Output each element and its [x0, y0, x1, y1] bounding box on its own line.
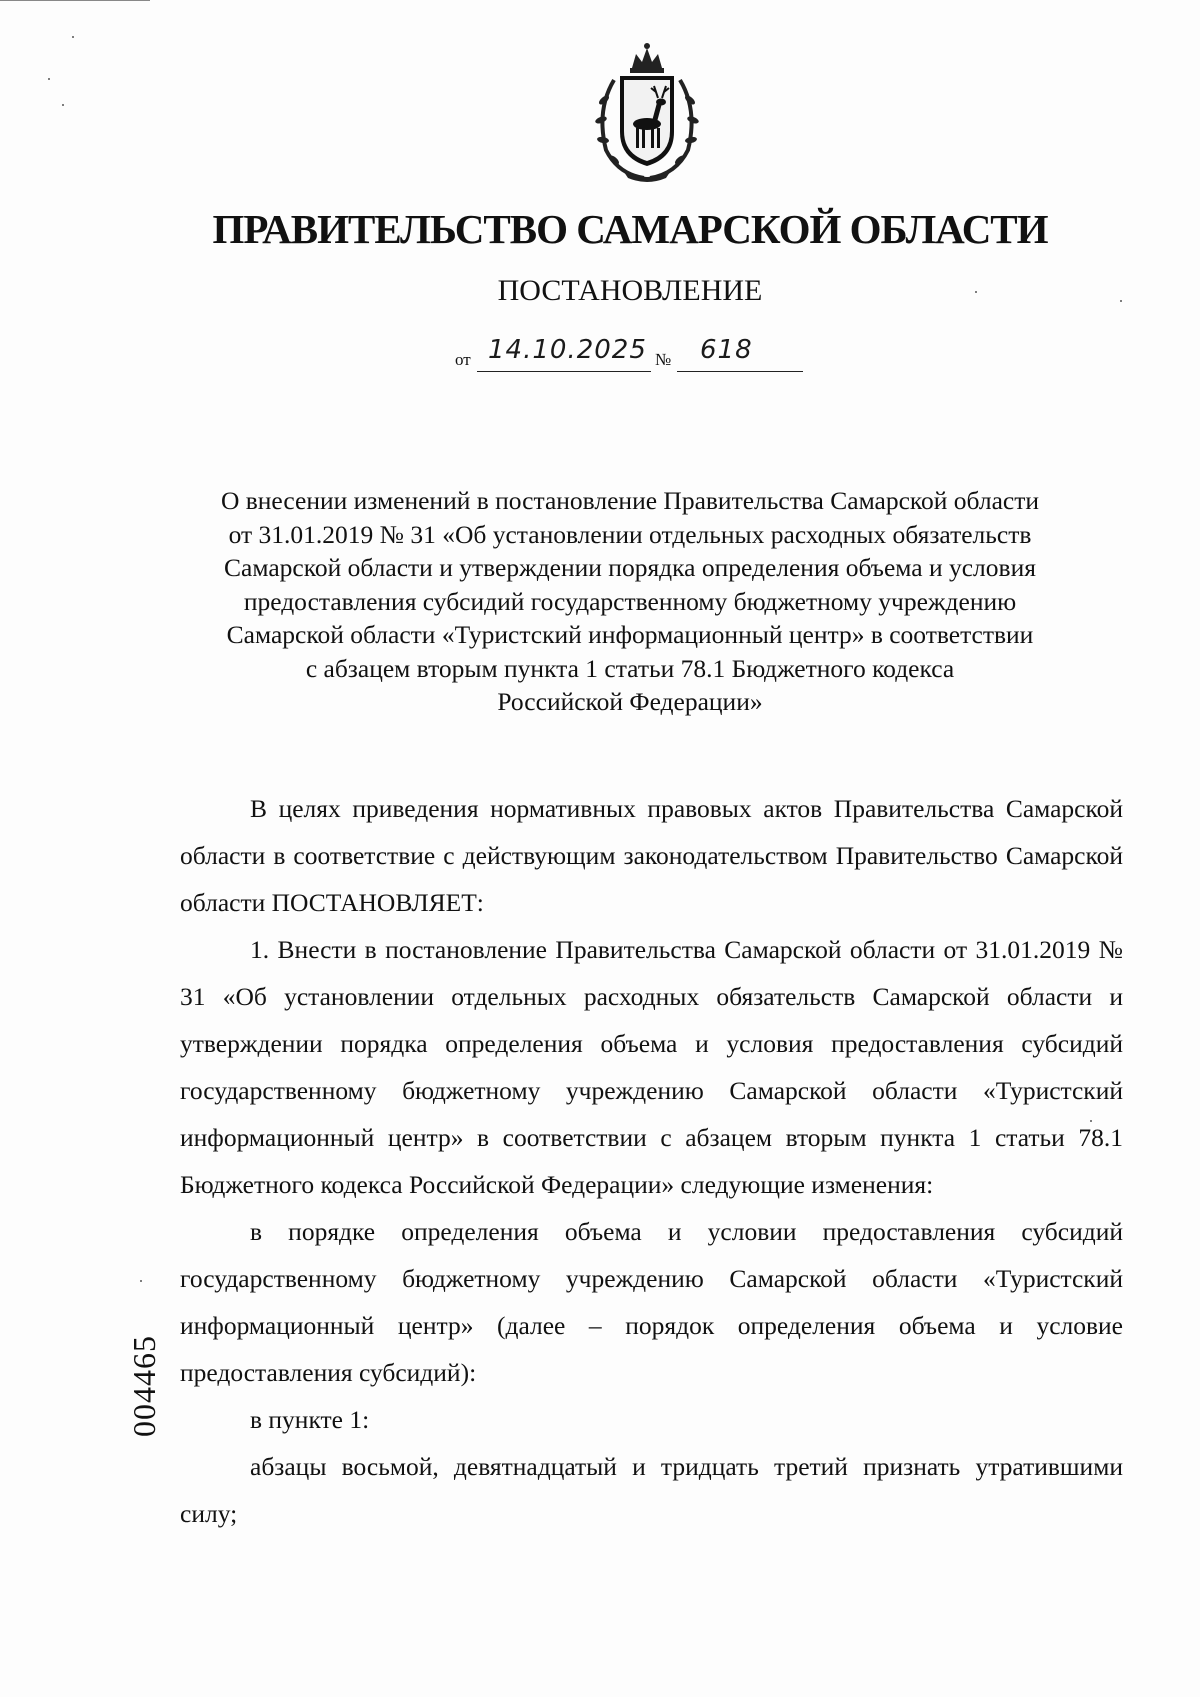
body-paragraph-repeal: абзацы восьмой, девятнадцатый и тридцать третий признать утратившими силу; — [180, 1452, 1123, 1528]
handwritten-date: 14.10.2025 — [488, 335, 647, 365]
number-prefix: № — [655, 350, 672, 369]
heading-line: О внесении изменений в постановление Правительства Самарской области — [220, 486, 1040, 515]
scan-speck — [140, 1280, 142, 1282]
scan-speck — [48, 78, 50, 80]
date-prefix: от — [455, 350, 471, 369]
heading-line: Самарской области «Туристский информационный центр» в соответствии — [226, 620, 1034, 649]
scan-speck — [975, 291, 977, 293]
heading-line: от 31.01.2019 № 31 «Об установлении отдельных расходных обязательств — [228, 519, 1032, 549]
body-paragraph-point: в пункте 1: — [250, 1405, 370, 1434]
document-subject-heading — [190, 484, 1070, 719]
body-paragraph-preamble: В целях приведения нормативных правовых актов Правительства Самарской области в соответствие с действующим законодательством Правительство Самарской области ПОСТАНОВЛЯЕТ: — [180, 794, 1123, 917]
document-body — [180, 785, 1123, 1537]
government-title: ПРАВИТЕЛЬСТВО САМАРСКОЙ ОБЛАСТИ — [212, 206, 1048, 252]
heading-line: предоставления субсидий государственному бюджетному учреждению — [243, 586, 1017, 616]
date-number-line — [455, 335, 855, 375]
handwritten-number: 618 — [700, 335, 753, 365]
heading-line: с абзацем вторым пункта 1 статьи 78.1 Бюджетного кодекса — [305, 653, 955, 683]
heading-line: Самарской области и утверждении порядка определения объема и условия — [224, 553, 1036, 582]
heading-line: Российской Федерации» — [497, 687, 763, 716]
scan-speck — [72, 36, 74, 38]
body-paragraph-order: в порядке определения объема и условии предоставления субсидий государственному бюджетному учреждению Самарской области «Туристский информационный центр» (далее – порядок определения объема и условие предоставления субсидий): — [180, 1217, 1123, 1387]
scan-edge-line — [0, 0, 150, 1]
scan-speck — [1090, 1120, 1092, 1122]
scan-speck — [62, 104, 64, 106]
registration-stamp-number: 004465 — [126, 1335, 162, 1437]
date-underline — [477, 371, 651, 372]
document-type: ПОСТАНОВЛЕНИЕ — [497, 274, 763, 307]
body-paragraph-item-1: 1. Внести в постановление Правительства Самарской области от 31.01.2019 № 31 «Об установлении отдельных расходных обязательств Самарской области и утверждении порядка определения объема и условия предоставления субсидий государственному бюджетному учреждению Самарской области «Туристский информационный центр» в соответствии с абзацем вторым пункта 1 статьи 78.1 Бюджетного кодекса Российской Федерации» следующие изменения: — [180, 935, 1123, 1199]
number-underline — [677, 371, 803, 372]
scan-speck — [1120, 300, 1122, 302]
coat-of-arms-emblem — [592, 40, 702, 182]
